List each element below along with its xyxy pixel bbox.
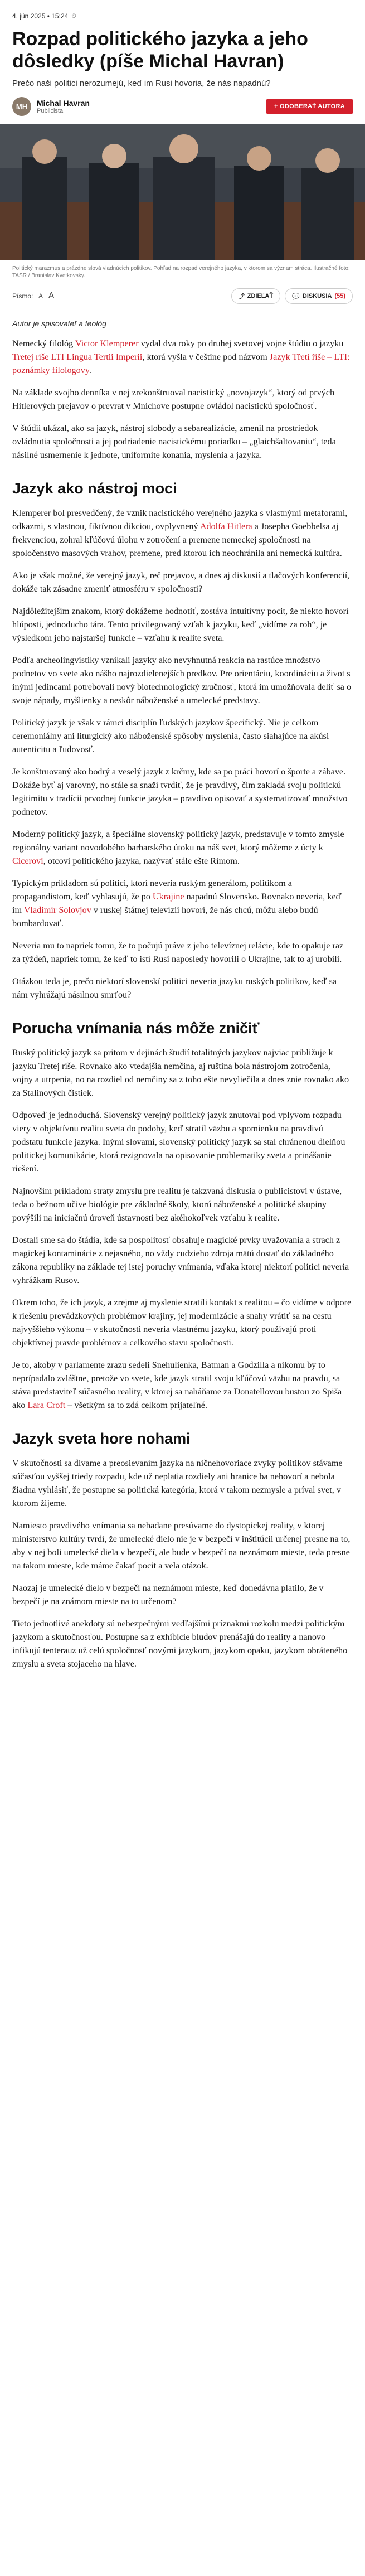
share-label: ZDIEĽAŤ: [247, 293, 274, 299]
author-role: Publicista: [37, 108, 64, 114]
author-name[interactable]: Michal Havran: [37, 99, 90, 108]
author-block[interactable]: [12, 97, 90, 116]
paragraph: Politický jazyk je však v rámci disciplín ľudských jazykov špecifický. Nie je celkom ceremoniálny ani liturgický ako náboženské spôsoby myslenia, často siahajúce na akúsi autenticitu a ľudovosť.: [12, 718, 329, 754]
discussion-button[interactable]: [285, 288, 353, 304]
follow-author-button[interactable]: + ODOBERAŤ AUTORA: [266, 99, 353, 114]
photo-illustration: [0, 124, 365, 260]
article-title: Rozpad politického jazyka a jeho dôsledky (píše Michal Havran): [12, 28, 308, 72]
photo-caption: Politický marazmus a prázdne slová vladnúcich politikov. Pohľad na rozpad verejného jazyka, v ktorom sa význam stráca. Ilustračné foto: TASR / Branislav Kvetkovsky.: [12, 265, 350, 279]
link-solovjov[interactable]: Vladimír Solovjov: [23, 905, 91, 915]
font-larger-button[interactable]: A: [48, 291, 55, 301]
paragraph: Najnovším príkladom straty zmyslu pre realitu je takzvaná diskusia o publicistovi v ústave, teda o bežnom učive biológie pre základné školy, ktorú náboženské a politické skupiny povýšili na iniciačnú úroveň ústavnosti bez akéhokoľvek vzťahu k realite.: [12, 1186, 342, 1223]
link-jazyk-tretej-rise[interactable]: Jazyk Třetí říše – LTI: poznámky filologovy: [12, 352, 350, 375]
paragraph: Najdôležitejším znakom, ktorý dokážeme hodnotiť, zostáva intuitívny pocit, že niekto hovorí hlúposti, jednoducho tára. Tento privilegovaný vzťah k jazyku, keď „vidíme za roh“, je výsledkom jeho najstaršej funkcie – vzťahu k realite sveta.: [12, 606, 349, 643]
paragraph: Ako je však možné, že verejný jazyk, reč prejavov, a dnes aj diskusií a tlačových konferencií, dokáže tak zásadne zmeniť atmosféru v spoločnosti?: [12, 570, 350, 594]
article-body: [12, 337, 353, 1670]
article-meta: [12, 0, 353, 20]
paragraph: Je konštruovaný ako bodrý a veselý jazyk z krčmy, kde sa po práci hovorí o športe a zábave. Dokáže byť aj varovný, no stále sa snaží tvrdiť, že je pravdivý, čím zakladá svoju politickú legitimitu v tradícii prvodnej funkcie jazyka – pravdivo opisovať a systematizovať množstvo podnetov.: [12, 767, 348, 817]
author-row: [12, 97, 353, 116]
share-button[interactable]: [231, 288, 280, 304]
comment-icon: 💬: [292, 293, 300, 300]
avatar[interactable]: MH: [12, 97, 31, 116]
link-cicero[interactable]: Cicerovi: [12, 856, 43, 866]
paragraph: Moderný politický jazyk, a špeciálne slovenský politický jazyk, predstavuje v tomto zmysle regionálny variant novodobého barbarského útoku na náš svet, ktorý môžeme z úcty k Cicerovi, otcovi politického jazyka, nazývať stále ešte Rímom.: [12, 829, 344, 866]
discussion-count: (55): [334, 293, 345, 299]
share-icon: ⤴: [238, 293, 245, 300]
font-smaller-button[interactable]: A: [38, 293, 43, 299]
paragraph: Namiesto pravdivého vnímania sa nebadane presúvame do dystopickej reality, v ktorej ministerstvo kultúry tvrdí, že umelecké dielo nie je v bezpečí v inštitúcii určenej presne na to, aby v nej boli umelecké diela v bezpečí, ale bude v bezpečí na neznámom mieste, teda presne na takom mieste, kde máme čakať pocit a vela otázok.: [12, 1521, 351, 1571]
font-size-label: Písmo:: [12, 292, 33, 300]
paragraph: Klemperer bol presvedčený, že vznik nacistického verejného jazyka s vlastnými metaforami, odkazmi, s vlastnou, fiktívnou dikciou, ovplyvnený Adolfa Hitlera a Josepha Goebbelsa aj frekvenciou, zohral kľúčovú úlohu v zotročení a premene nemeckej spoločnosti na spoločenstvo masových vrahov, premene, pred ktorou ich neochránila ani nemecká kultúra.: [12, 508, 348, 558]
paragraph: V štúdii ukázal, ako sa jazyk, nástroj slobody a sebarealizácie, zmenil na prostriedok ovládnutia spoločnosti a jej podriadenie nacistickému poriadku – „glaichšaltovaniu“, teda násilné usmernenie k jednote, uniformite konania, myslenia a jazyka.: [12, 423, 336, 460]
paragraph: Na základe svojho denníka v nej zrekonštruoval nacistický „novojazyk“, ktorý od prvých Hitlerových prejavov o prevrat v Mníchove postupne ovládol nacistickú spoločnosť.: [12, 388, 335, 411]
paragraph: Neveria mu to napriek tomu, že to počujú práve z jeho televíznej relácie, kde to opakuje raz za týždeň, napriek tomu, že keď to istí Rusi naposledy hovorili o Ukrajine, tak to aj urobili.: [12, 941, 344, 964]
paragraph: Dostali sme sa do štádia, kde sa pospolitosť obsahuje magické prvky uvažovania a strach z magickej kontaminácie z nejasného, no vždy cudzieho zdroja mätú dostať do základného zákona republiky na základe tej istej poruchy vnímania, vďaka ktorej niektorí politici neveria vyhrážkam Rusov.: [12, 1235, 349, 1285]
paragraph: Naozaj je umelecké dielo v bezpečí na neznámom mieste, keď donedávna platilo, že v bezpečí je na známom mieste na to určenom?: [12, 1583, 324, 1606]
link-ukrajina[interactable]: Ukrajine: [152, 892, 184, 902]
link-klemperer[interactable]: Victor Klemperer: [75, 338, 139, 348]
paragraph: Podľa archeolingvistiky vznikali jazyky ako nevyhnutná reakcia na rastúce množstvo podnetov vo svete ako nášho najrozdielenejších predkov. Pre orientáciu, koordináciu a život s inými jedincami potrebovali nový biotechnologický zručnosť, ktorá im umožňovala deliť sa o svoje nápady, myšlienky a neskôr náboženské a umelecké predstavy.: [12, 655, 352, 705]
paragraph: Nemecký filológ Victor Klemperer vydal dva roky po druhej svetovej vojne štúdiu o jazyku Tretej ríše LTI Lingua Tertii Imperii, ktorá vyšla v češtine pod názvom Jazyk Třetí říše – LTI: poznámky filologovy.: [12, 338, 350, 375]
article-lede: Prečo naši politici nerozumejú, keď im Rusi hovoria, že nás napadnú?: [12, 79, 271, 88]
link-lti[interactable]: Tretej ríše LTI Lingua Tertii Imperii: [12, 352, 143, 362]
paragraph: Je to, akoby v parlamente zrazu sedeli Snehulienka, Batman a Godzilla a nikomu by to neprípadalo zvláštne, pretože vo svete, kde jazyk stratil svoju kľúčovú väzbu na pravdu, sa stáva predstaviteľ súčasného reality, v ktorej sa naháňame za Donatellovou bustou zo Spiša ako Lara Croft – všetkým sa to zdá celkom prijateľné.: [12, 1360, 342, 1410]
paragraph: Otázkou teda je, prečo niektorí slovenskí politici neveria jazyku ruských politikov, keď sa nám vyhrážajú násilnou smrťou?: [12, 976, 337, 1000]
paragraph: Okrem toho, že ich jazyk, a zrejme aj myslenie stratili kontakt s realitou – čo vidíme v odpore k riešeniu prevádzkových problémov krajiny, jej modernizácie a snahy vrátiť sa na cestu najvyššieho výkonu – v skutočnosti neveria vlastnému jazyku, ktorý používajú proti objektívnej pravde problémov a celkového stavu spoločnosti.: [12, 1297, 352, 1348]
share-row: [12, 288, 353, 311]
link-lara-croft[interactable]: Lara Croft: [27, 1400, 66, 1410]
discussion-label: DISKUSIA: [302, 293, 332, 299]
clock-icon: ⏲: [71, 12, 76, 20]
paragraph: Odpoveď je jednoduchá. Slovenský verejný politický jazyk znutoval pod vplyvom rozpadu viery v objektívnu realitu sveta do podoby, keď stratil väzbu a spomienku na pravdivú podstatu funkcie jazyka. Inými slovami, slovenský politický jazyk sa stal chránenou dielňou politickej komunikácie, ktorá rezignovala na opisovanie problematiky sveta a prinášanie riešení.: [12, 1110, 345, 1174]
publish-date: 4. jún 2025 • 15:24: [12, 12, 69, 20]
paragraph: Ruský politický jazyk sa pritom v dejinách študií totalitných jazykov najviac približuje k jazyku Tretej ríše. Rovnako ako vtedajšia nemčina, aj ruština bola nástrojom zotročenia, vojny a utrpenia, no na rozdiel od nemčiny sa z toho ešte nevyliečila a dnes znie rovnako ako za Stalinových čistiek.: [12, 1048, 349, 1098]
article-photo: [0, 124, 365, 260]
paragraph: V skutočnosti sa dívame a preosievaním jazyka na ničnehovoriace zvyky politikov stávame súčasťou vyššej triedy rozpadu, kde už neplatia rozdiely ani hranice ba nehovorí a nebola žiadna vyhlásiť, že postupne sa politická kategória, ktorá v takom nezmysle a príval svet, v ktorom žijeme.: [12, 1458, 343, 1508]
paragraph: Typickým príkladom sú politici, ktorí neveria ruským generálom, politikom a propagandistom, keď vyhlasujú, že po Ukrajine napadnú Slovensko. Rovnako neveria, keď im Vladimír Solovjov v ruskej štátnej televízii hovorí, že nás chcú, môžu alebo budú bombardovať.: [12, 878, 342, 928]
author-note: Autor je spisovateľ a teológ: [12, 319, 106, 328]
font-size-controls: [12, 291, 54, 301]
section-heading: Porucha vnímania nás môže zničiť: [12, 1020, 260, 1037]
section-heading: Jazyk sveta hore nohami: [12, 1430, 191, 1447]
link-hitler[interactable]: Adolfa Hitlera: [199, 521, 252, 531]
section-heading: Jazyk ako nástroj moci: [12, 480, 177, 497]
paragraph: Tieto jednotlivé anekdoty sú nebezpečnými vedľajšími príznakmi rozkolu medzi politickým jazykom a skutočnosťou. Postupne sa z exhibície bludov prenášajú do reality a nanovo infikujú tenterauz už celú spoločnosť novými jazykom, jazykom opaku, jazykom obráteného zmyslu a sveta stojaceho na hlave.: [12, 1619, 348, 1669]
